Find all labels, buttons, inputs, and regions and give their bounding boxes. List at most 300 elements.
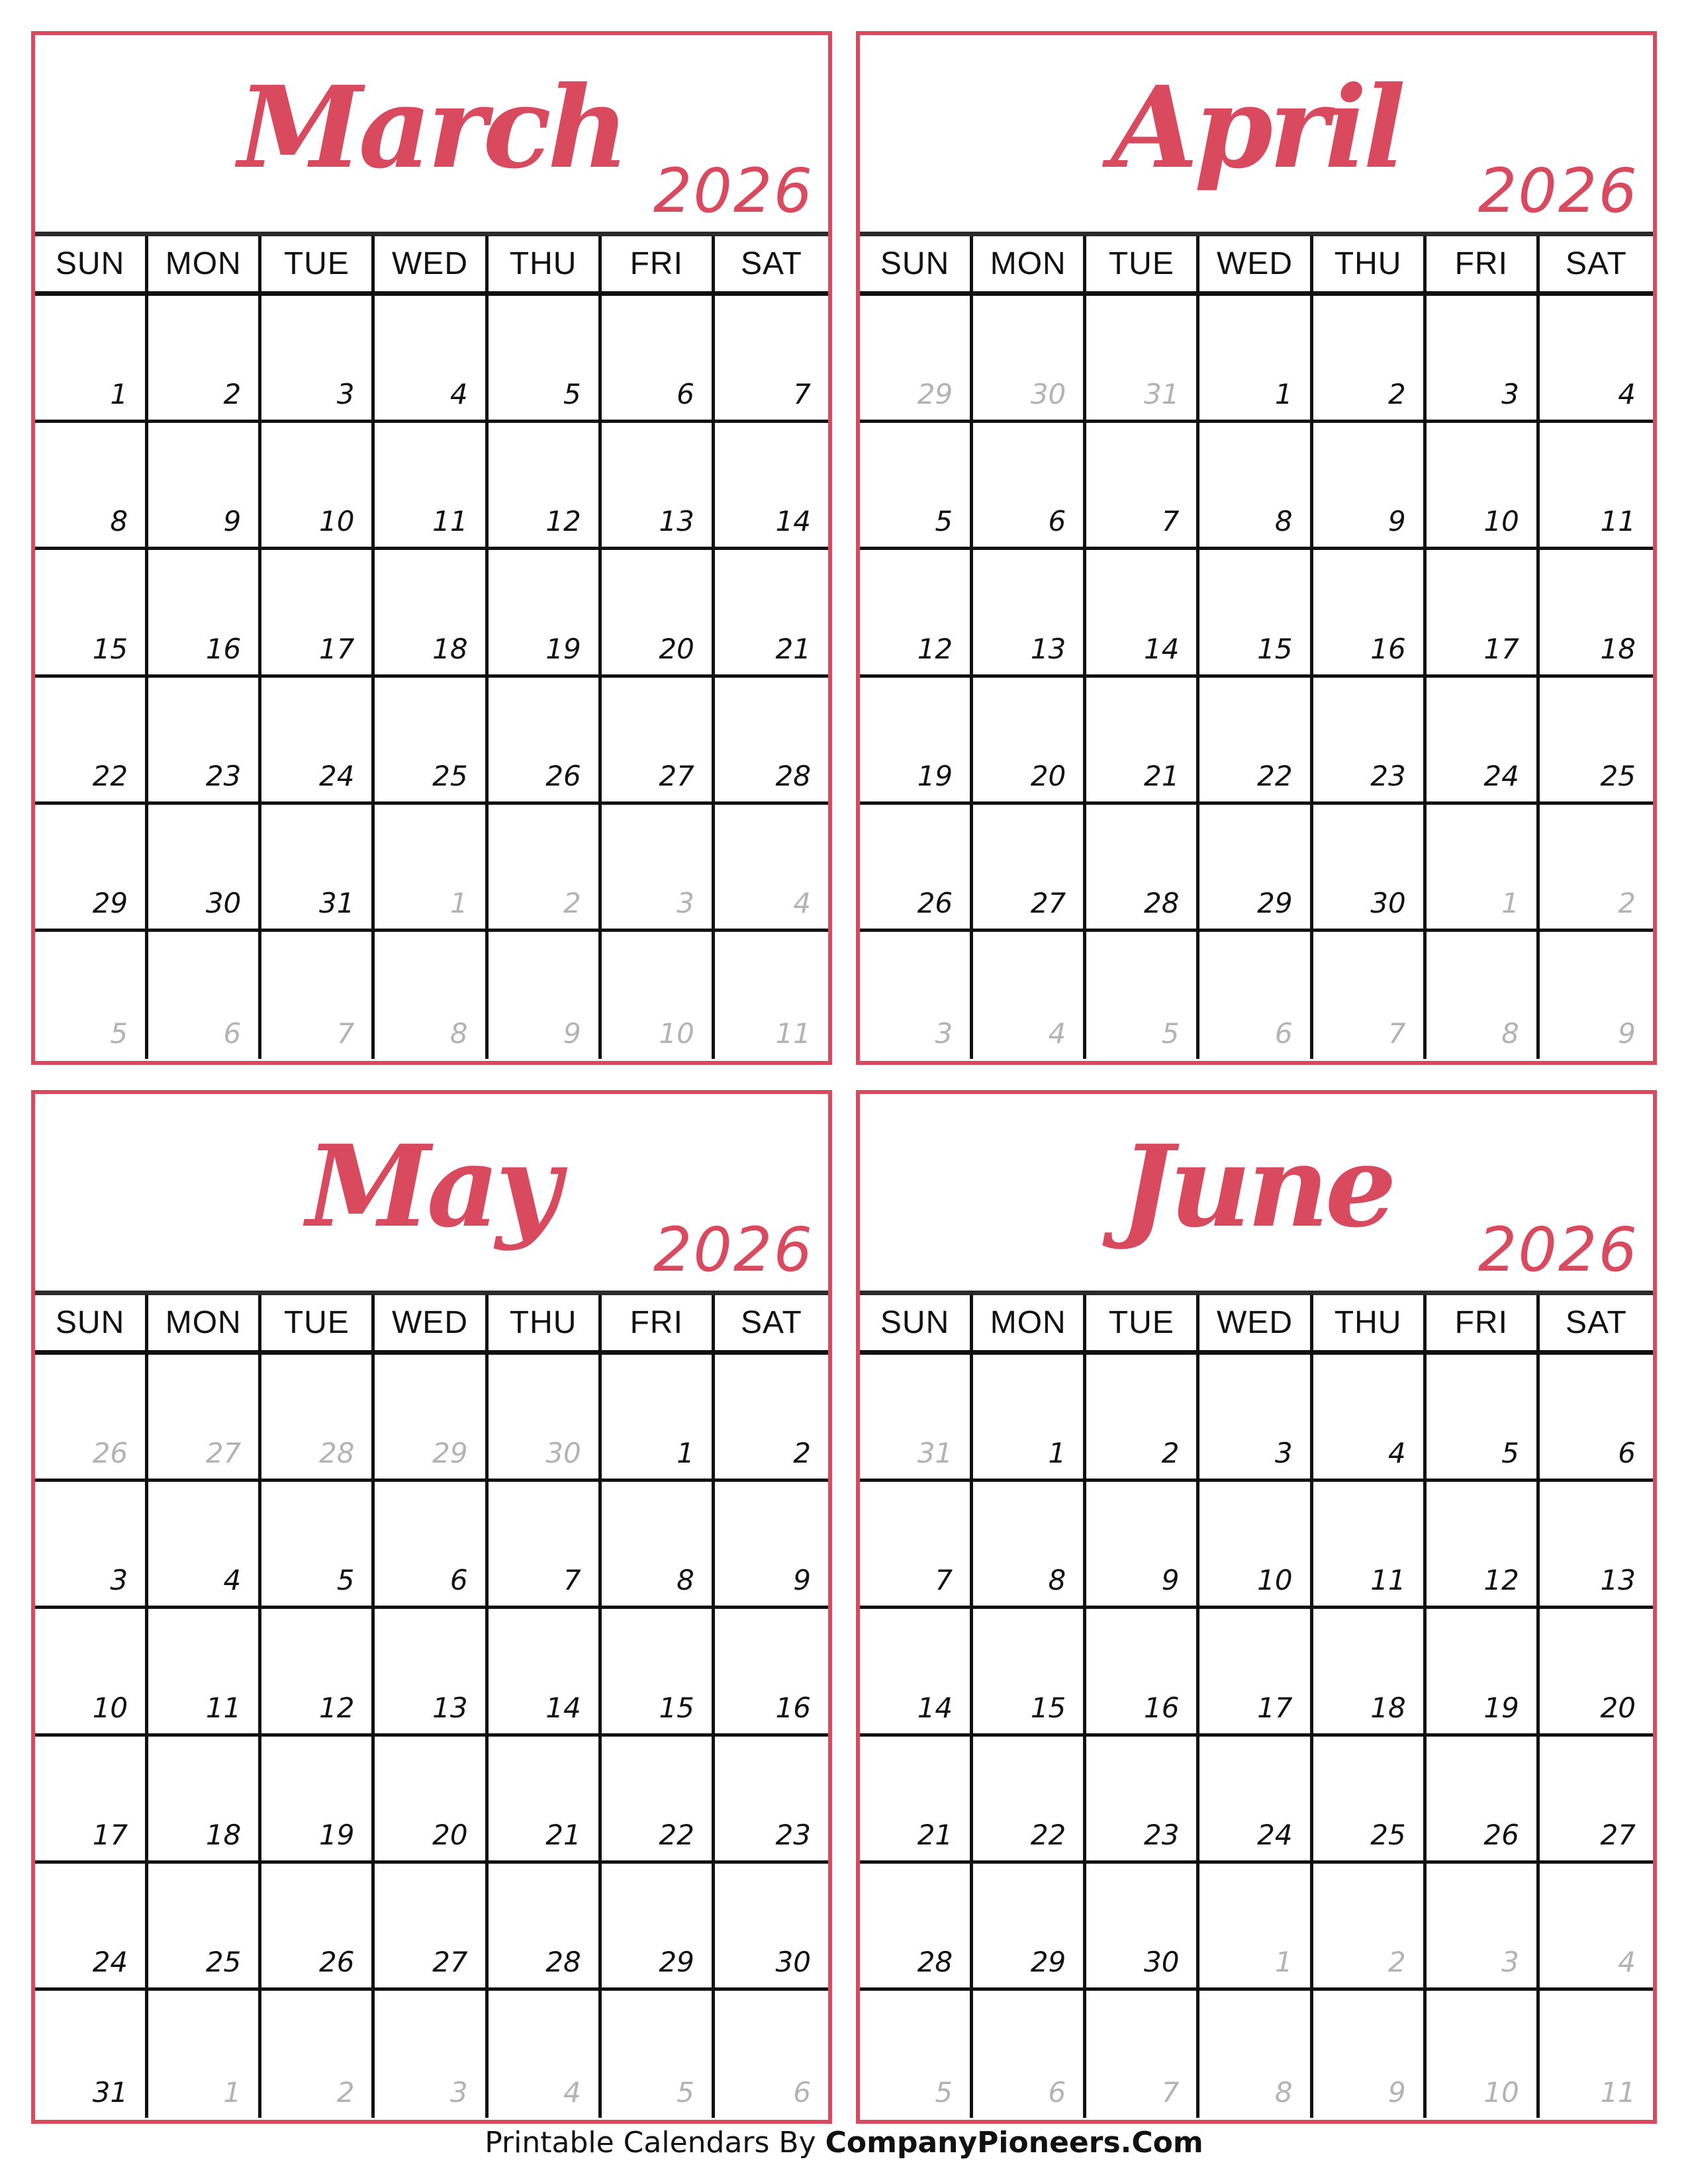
date-number: 17 bbox=[92, 1818, 128, 1851]
date-number: 27 bbox=[1600, 1818, 1636, 1851]
date-number: 18 bbox=[1600, 632, 1636, 665]
date-number: 11 bbox=[1600, 2076, 1636, 2109]
date-number: 7 bbox=[1161, 505, 1180, 538]
date-cell-adjacent-month bbox=[489, 932, 602, 1059]
weekday-label: TUE bbox=[261, 236, 375, 291]
date-cell bbox=[375, 1737, 488, 1864]
date-number: 10 bbox=[1257, 1564, 1293, 1597]
date-number: 5 bbox=[336, 1564, 355, 1597]
date-number: 6 bbox=[449, 1564, 468, 1597]
date-cell bbox=[375, 1864, 488, 1991]
date-number: 13 bbox=[1600, 1564, 1636, 1597]
date-number: 8 bbox=[1501, 1017, 1519, 1050]
date-cell bbox=[148, 296, 261, 423]
weekday-label: WED bbox=[375, 236, 488, 291]
date-cell-adjacent-month bbox=[1540, 932, 1653, 1059]
date-number: 31 bbox=[92, 2076, 128, 2109]
date-cell bbox=[35, 1737, 148, 1864]
date-cell bbox=[1313, 1482, 1427, 1609]
date-number: 6 bbox=[223, 1017, 242, 1050]
date-cell-adjacent-month bbox=[715, 932, 828, 1059]
date-cell bbox=[35, 1482, 148, 1609]
date-number: 26 bbox=[318, 1945, 355, 1978]
date-cell bbox=[261, 1482, 375, 1609]
date-number: 6 bbox=[677, 378, 694, 411]
date-cell bbox=[602, 296, 715, 423]
date-number: 14 bbox=[1143, 632, 1180, 665]
date-cell-adjacent-month bbox=[1313, 1991, 1427, 2118]
date-number: 2 bbox=[223, 378, 242, 411]
date-cell-adjacent-month bbox=[1313, 932, 1427, 1059]
date-number: 8 bbox=[1048, 1564, 1066, 1597]
date-cell-adjacent-month bbox=[602, 1991, 715, 2118]
date-number: 31 bbox=[917, 1437, 953, 1470]
date-cell-adjacent-month bbox=[261, 1355, 375, 1482]
date-number: 15 bbox=[92, 632, 128, 665]
date-number: 31 bbox=[1143, 378, 1180, 411]
date-grid bbox=[860, 296, 1653, 1059]
date-number: 5 bbox=[935, 505, 953, 538]
date-cell bbox=[1199, 1355, 1313, 1482]
date-number: 6 bbox=[793, 2076, 811, 2109]
date-cell-adjacent-month bbox=[375, 932, 488, 1059]
date-cell bbox=[148, 1864, 261, 1991]
date-number: 14 bbox=[545, 1691, 581, 1724]
month-title: May bbox=[306, 1120, 557, 1253]
month-calendar-june bbox=[856, 1090, 1657, 2124]
weekday-header-row bbox=[35, 1291, 828, 1355]
date-cell bbox=[860, 550, 973, 677]
weekday-label: WED bbox=[1199, 236, 1313, 291]
date-number: 28 bbox=[775, 759, 811, 792]
date-number: 30 bbox=[1370, 886, 1406, 919]
date-cell-adjacent-month bbox=[715, 805, 828, 932]
date-number: 22 bbox=[92, 759, 128, 792]
date-cell bbox=[1199, 678, 1313, 805]
date-cell-adjacent-month bbox=[375, 1355, 488, 1482]
date-cell-adjacent-month bbox=[973, 296, 1086, 423]
date-number: 27 bbox=[659, 759, 694, 792]
date-cell bbox=[1427, 1482, 1540, 1609]
date-number: 25 bbox=[1600, 759, 1636, 792]
date-number: 15 bbox=[1030, 1691, 1066, 1724]
date-cell-adjacent-month bbox=[602, 932, 715, 1059]
date-cell-adjacent-month bbox=[973, 932, 1086, 1059]
date-cell-adjacent-month bbox=[860, 932, 973, 1059]
date-cell bbox=[1427, 550, 1540, 677]
date-cell bbox=[860, 1609, 973, 1736]
date-cell-adjacent-month bbox=[1427, 1864, 1540, 1991]
date-number: 27 bbox=[432, 1945, 468, 1978]
date-cell bbox=[715, 1609, 828, 1736]
date-number: 9 bbox=[563, 1017, 581, 1050]
date-number: 14 bbox=[775, 505, 811, 538]
date-number: 9 bbox=[1387, 505, 1406, 538]
date-cell bbox=[35, 423, 148, 550]
date-cell bbox=[973, 1355, 1086, 1482]
date-cell bbox=[261, 1864, 375, 1991]
date-cell bbox=[1427, 678, 1540, 805]
date-cell bbox=[1540, 1609, 1653, 1736]
month-header bbox=[35, 1094, 828, 1291]
date-number: 1 bbox=[449, 886, 468, 919]
date-number: 18 bbox=[205, 1818, 242, 1851]
weekday-header-row bbox=[860, 1291, 1653, 1355]
date-cell bbox=[860, 1482, 973, 1609]
date-number: 28 bbox=[545, 1945, 581, 1978]
date-number: 3 bbox=[677, 886, 694, 919]
weekday-label: SAT bbox=[1566, 1305, 1627, 1340]
date-cell bbox=[148, 805, 261, 932]
month-header bbox=[35, 35, 828, 232]
date-cell bbox=[1086, 678, 1199, 805]
date-cell-adjacent-month bbox=[1540, 805, 1653, 932]
footer-brand: CompanyPioneers.Com bbox=[825, 2126, 1203, 2160]
month-title: April bbox=[1111, 62, 1402, 194]
date-cell bbox=[1199, 296, 1313, 423]
date-cell-adjacent-month bbox=[148, 1991, 261, 2118]
date-cell bbox=[973, 1609, 1086, 1736]
date-cell bbox=[1540, 1737, 1653, 1864]
date-grid bbox=[35, 1355, 828, 2118]
date-number: 18 bbox=[432, 632, 468, 665]
date-cell bbox=[1427, 296, 1540, 423]
date-cell-adjacent-month bbox=[1086, 296, 1199, 423]
date-cell bbox=[375, 550, 488, 677]
date-cell bbox=[1199, 805, 1313, 932]
date-number: 17 bbox=[1483, 632, 1519, 665]
date-number: 21 bbox=[775, 632, 811, 665]
date-cell-adjacent-month bbox=[860, 296, 973, 423]
date-number: 8 bbox=[110, 505, 128, 538]
date-cell-adjacent-month bbox=[261, 932, 375, 1059]
date-number: 4 bbox=[223, 1564, 242, 1597]
date-cell-adjacent-month bbox=[1540, 1991, 1653, 2118]
date-number: 23 bbox=[205, 759, 242, 792]
date-cell bbox=[261, 805, 375, 932]
date-cell bbox=[489, 423, 602, 550]
date-number: 3 bbox=[1501, 1945, 1519, 1978]
date-cell bbox=[1313, 296, 1427, 423]
date-cell bbox=[1540, 423, 1653, 550]
month-title: June bbox=[1120, 1120, 1393, 1253]
date-cell bbox=[1427, 1609, 1540, 1736]
date-cell-adjacent-month bbox=[261, 1991, 375, 2118]
date-grid bbox=[35, 296, 828, 1059]
weekday-label: TUE bbox=[1086, 236, 1199, 291]
date-number: 17 bbox=[1257, 1691, 1293, 1724]
date-cell bbox=[35, 296, 148, 423]
date-cell bbox=[375, 423, 488, 550]
date-cell bbox=[148, 423, 261, 550]
date-cell-adjacent-month bbox=[1427, 932, 1540, 1059]
date-number: 13 bbox=[432, 1691, 468, 1724]
date-number: 21 bbox=[545, 1818, 581, 1851]
date-number: 1 bbox=[1501, 886, 1519, 919]
date-number: 18 bbox=[1370, 1691, 1406, 1724]
date-number: 4 bbox=[1618, 378, 1636, 411]
weekday-label: SAT bbox=[741, 1305, 802, 1340]
date-cell bbox=[602, 678, 715, 805]
date-cell-adjacent-month bbox=[1086, 932, 1199, 1059]
date-number: 29 bbox=[432, 1437, 468, 1470]
date-number: 4 bbox=[1387, 1437, 1406, 1470]
date-cell bbox=[1313, 678, 1427, 805]
date-cell bbox=[715, 296, 828, 423]
weekday-label: TUE bbox=[261, 1295, 375, 1350]
date-number: 7 bbox=[563, 1564, 581, 1597]
weekday-label: THU bbox=[1313, 236, 1427, 291]
date-number: 24 bbox=[1483, 759, 1519, 792]
date-cell bbox=[1086, 1864, 1199, 1991]
date-number: 2 bbox=[1161, 1437, 1180, 1470]
date-cell-adjacent-month bbox=[1199, 1864, 1313, 1991]
date-cell bbox=[1540, 1355, 1653, 1482]
date-number: 9 bbox=[793, 1564, 811, 1597]
date-cell bbox=[148, 1737, 261, 1864]
date-cell bbox=[1540, 550, 1653, 677]
date-number: 30 bbox=[545, 1437, 581, 1470]
date-cell bbox=[35, 805, 148, 932]
weekday-label: MON bbox=[973, 1295, 1086, 1350]
date-number: 28 bbox=[318, 1437, 355, 1470]
date-cell-adjacent-month bbox=[602, 805, 715, 932]
weekday-label: SUN bbox=[860, 1295, 973, 1350]
date-number: 19 bbox=[1483, 1691, 1519, 1724]
date-number: 2 bbox=[793, 1437, 811, 1470]
weekday-label: FRI bbox=[602, 236, 715, 291]
year-label: 2026 bbox=[1477, 1214, 1638, 1285]
date-number: 1 bbox=[110, 378, 128, 411]
date-number: 9 bbox=[1618, 1017, 1636, 1050]
date-cell bbox=[261, 296, 375, 423]
date-number: 4 bbox=[563, 2076, 581, 2109]
date-cell bbox=[973, 1737, 1086, 1864]
date-cell bbox=[489, 1482, 602, 1609]
date-number: 4 bbox=[1618, 1945, 1636, 1978]
date-cell bbox=[1199, 1737, 1313, 1864]
date-number: 23 bbox=[1370, 759, 1406, 792]
date-number: 15 bbox=[1257, 632, 1293, 665]
weekday-label: THU bbox=[489, 1295, 602, 1350]
date-number: 24 bbox=[92, 1945, 128, 1978]
date-number: 6 bbox=[1048, 505, 1066, 538]
date-number: 13 bbox=[1030, 632, 1066, 665]
date-number: 30 bbox=[775, 1945, 811, 1978]
weekday-header-row bbox=[35, 232, 828, 296]
date-grid bbox=[860, 1355, 1653, 2118]
date-number: 25 bbox=[205, 1945, 242, 1978]
date-cell bbox=[148, 1482, 261, 1609]
date-cell bbox=[715, 1737, 828, 1864]
date-number: 26 bbox=[917, 886, 953, 919]
date-number: 12 bbox=[318, 1691, 355, 1724]
date-number: 8 bbox=[449, 1017, 468, 1050]
date-cell bbox=[1313, 423, 1427, 550]
date-number: 21 bbox=[917, 1818, 953, 1851]
date-number: 19 bbox=[545, 632, 581, 665]
date-number: 11 bbox=[1370, 1564, 1406, 1597]
date-number: 3 bbox=[336, 378, 355, 411]
date-number: 16 bbox=[1143, 1691, 1180, 1724]
date-cell bbox=[148, 1609, 261, 1736]
date-number: 20 bbox=[432, 1818, 468, 1851]
date-cell bbox=[1313, 1355, 1427, 1482]
weekday-header-row bbox=[860, 232, 1653, 296]
date-cell bbox=[973, 678, 1086, 805]
date-cell-adjacent-month bbox=[375, 805, 488, 932]
weekday-label: MON bbox=[148, 236, 261, 291]
date-number: 5 bbox=[935, 2076, 953, 2109]
date-cell bbox=[261, 678, 375, 805]
date-cell bbox=[1199, 1482, 1313, 1609]
date-number: 28 bbox=[917, 1945, 953, 1978]
date-number: 22 bbox=[1030, 1818, 1066, 1851]
date-number: 30 bbox=[1030, 378, 1066, 411]
year-label: 2026 bbox=[1477, 156, 1638, 226]
date-cell bbox=[1540, 678, 1653, 805]
date-number: 4 bbox=[1048, 1017, 1066, 1050]
date-number: 9 bbox=[1387, 2076, 1406, 2109]
date-number: 3 bbox=[935, 1017, 953, 1050]
date-cell bbox=[1199, 1609, 1313, 1736]
date-number: 22 bbox=[659, 1818, 694, 1851]
date-cell bbox=[860, 805, 973, 932]
date-cell bbox=[1313, 550, 1427, 677]
month-calendar-april bbox=[856, 31, 1657, 1065]
year-label: 2026 bbox=[653, 1214, 814, 1285]
date-cell bbox=[35, 550, 148, 677]
date-cell bbox=[35, 1609, 148, 1736]
date-number: 7 bbox=[1161, 2076, 1180, 2109]
footer-prefix: Printable Calendars By bbox=[485, 2126, 825, 2160]
date-cell bbox=[489, 550, 602, 677]
weekday-label: WED bbox=[375, 1295, 488, 1350]
date-cell-adjacent-month bbox=[1540, 1864, 1653, 1991]
date-number: 14 bbox=[917, 1691, 953, 1724]
date-number: 17 bbox=[318, 632, 355, 665]
date-number: 11 bbox=[205, 1691, 242, 1724]
date-number: 5 bbox=[1501, 1437, 1519, 1470]
date-cell bbox=[715, 678, 828, 805]
weekday-label: THU bbox=[489, 236, 602, 291]
date-number: 6 bbox=[1274, 1017, 1293, 1050]
date-cell bbox=[261, 550, 375, 677]
date-number: 15 bbox=[659, 1691, 694, 1724]
date-number: 19 bbox=[318, 1818, 355, 1851]
date-number: 25 bbox=[432, 759, 468, 792]
date-number: 29 bbox=[92, 886, 128, 919]
date-number: 2 bbox=[563, 886, 581, 919]
date-number: 27 bbox=[1030, 886, 1066, 919]
date-cell bbox=[489, 1864, 602, 1991]
weekday-label: FRI bbox=[1427, 236, 1540, 291]
month-title: March bbox=[238, 62, 626, 194]
date-cell bbox=[261, 1737, 375, 1864]
date-cell bbox=[715, 550, 828, 677]
date-cell bbox=[489, 296, 602, 423]
date-cell bbox=[148, 550, 261, 677]
date-cell bbox=[973, 423, 1086, 550]
date-number: 6 bbox=[1048, 2076, 1066, 2109]
date-cell bbox=[489, 678, 602, 805]
date-number: 24 bbox=[318, 759, 355, 792]
date-cell-adjacent-month bbox=[148, 932, 261, 1059]
date-number: 12 bbox=[917, 632, 953, 665]
date-cell bbox=[973, 550, 1086, 677]
date-cell-adjacent-month bbox=[1199, 1991, 1313, 2118]
date-number: 19 bbox=[917, 759, 953, 792]
date-number: 8 bbox=[1274, 2076, 1293, 2109]
date-cell bbox=[1313, 1609, 1427, 1736]
date-cell bbox=[1313, 1737, 1427, 1864]
date-number: 3 bbox=[449, 2076, 468, 2109]
date-cell-adjacent-month bbox=[489, 805, 602, 932]
date-number: 2 bbox=[1387, 1945, 1406, 1978]
date-number: 13 bbox=[659, 505, 694, 538]
year-label: 2026 bbox=[653, 156, 814, 226]
date-number: 29 bbox=[1257, 886, 1293, 919]
date-cell bbox=[35, 1991, 148, 2118]
date-number: 16 bbox=[1370, 632, 1406, 665]
weekday-label: SUN bbox=[35, 1295, 148, 1350]
date-cell-adjacent-month bbox=[35, 932, 148, 1059]
date-number: 2 bbox=[1387, 378, 1406, 411]
date-number: 16 bbox=[775, 1691, 811, 1724]
date-number: 29 bbox=[1030, 1945, 1066, 1978]
date-cell bbox=[973, 1482, 1086, 1609]
date-cell-adjacent-month bbox=[375, 1991, 488, 2118]
date-number: 29 bbox=[659, 1945, 694, 1978]
date-number: 1 bbox=[1274, 1945, 1293, 1978]
month-calendar-may bbox=[31, 1090, 832, 2124]
date-cell-adjacent-month bbox=[1313, 1864, 1427, 1991]
weekday-label: SAT bbox=[1566, 246, 1627, 281]
date-number: 4 bbox=[449, 378, 468, 411]
date-cell bbox=[715, 423, 828, 550]
date-cell-adjacent-month bbox=[1427, 805, 1540, 932]
date-number: 1 bbox=[1048, 1437, 1066, 1470]
weekday-label: SAT bbox=[741, 246, 802, 281]
date-number: 2 bbox=[336, 2076, 355, 2109]
date-number: 27 bbox=[205, 1437, 242, 1470]
date-cell bbox=[1540, 1482, 1653, 1609]
date-number: 8 bbox=[677, 1564, 694, 1597]
date-cell bbox=[375, 678, 488, 805]
date-cell bbox=[148, 678, 261, 805]
date-cell bbox=[375, 296, 488, 423]
date-number: 26 bbox=[545, 759, 581, 792]
weekday-label: SUN bbox=[860, 236, 973, 291]
weekday-label: MON bbox=[148, 1295, 261, 1350]
date-number: 2 bbox=[1618, 886, 1636, 919]
date-number: 20 bbox=[659, 632, 694, 665]
date-cell-adjacent-month bbox=[1427, 1991, 1540, 2118]
weekday-label: WED bbox=[1199, 1295, 1313, 1350]
date-cell-adjacent-month bbox=[973, 1991, 1086, 2118]
date-cell bbox=[35, 678, 148, 805]
date-number: 5 bbox=[677, 2076, 694, 2109]
date-cell bbox=[1427, 1355, 1540, 1482]
date-number: 26 bbox=[92, 1437, 128, 1470]
date-cell bbox=[715, 1355, 828, 1482]
date-cell bbox=[1086, 423, 1199, 550]
date-cell bbox=[860, 1864, 973, 1991]
date-cell-adjacent-month bbox=[489, 1991, 602, 2118]
date-cell-adjacent-month bbox=[860, 1991, 973, 2118]
date-cell bbox=[973, 1864, 1086, 1991]
date-number: 5 bbox=[110, 1017, 128, 1050]
